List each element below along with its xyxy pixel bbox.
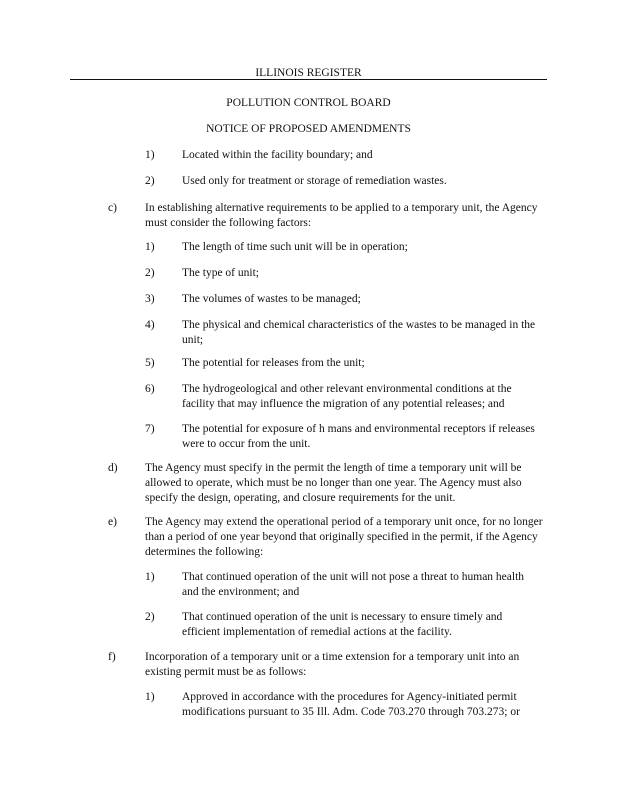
item-e2-text: That continued operation of the unit is necessary to ensure timely and efficient implementation of remedial actions at the facility. <box>182 611 503 638</box>
item-e2-marker: 2) <box>145 611 155 623</box>
item-d-text: The Agency must specify in the permit the length of time a temporary unit will be allowed to operate, which must be no longer than one year. The Agency must also specify the design, operating, and closure requirements for the unit. <box>145 462 522 504</box>
item-b1-marker: 1) <box>145 149 155 161</box>
item-c4-text: The physical and chemical characteristics of the wastes to be managed in the unit; <box>182 319 536 346</box>
item-f-marker: f) <box>108 651 116 663</box>
item-f1-marker: 1) <box>145 691 155 703</box>
item-c-text: In establishing alternative requirements to be applied to a temporary unit, the Agency must consider the following factors: <box>145 202 538 229</box>
register-title: ILLINOIS REGISTER <box>255 67 362 79</box>
item-b2-marker: 2) <box>145 175 155 187</box>
item-d-marker: d) <box>108 462 118 474</box>
item-c2-marker: 2) <box>145 267 155 279</box>
item-c1-marker: 1) <box>145 241 155 253</box>
item-c4-marker: 4) <box>145 319 155 331</box>
item-b1-text: Located within the facility boundary; and <box>182 149 373 161</box>
item-e1-marker: 1) <box>145 571 155 583</box>
item-c5-marker: 5) <box>145 357 155 369</box>
board-title: POLLUTION CONTROL BOARD <box>226 97 391 109</box>
item-c6-text: The hydrogeological and other relevant environmental conditions at the facility that may influence the migration of any potential releases; and <box>182 383 512 410</box>
item-c5-text: The potential for releases from the unit; <box>182 357 365 369</box>
item-b2-text: Used only for treatment or storage of remediation wastes. <box>182 175 447 187</box>
item-e-marker: e) <box>108 516 117 528</box>
item-c1-text: The length of time such unit will be in operation; <box>182 241 408 253</box>
item-e-text: The Agency may extend the operational period of a temporary unit once, for no longer than a period of one year beyond that originally specified in the permit, if the Agency determines the following: <box>145 516 543 558</box>
item-c3-marker: 3) <box>145 293 155 305</box>
item-e1-text: That continued operation of the unit will not pose a threat to human health and the environment; and <box>182 571 525 598</box>
item-c7-marker: 7) <box>145 423 155 435</box>
item-c-marker: c) <box>108 202 117 214</box>
item-c6-marker: 6) <box>145 383 155 395</box>
item-f-text: Incorporation of a temporary unit or a time extension for a temporary unit into an existing permit must be as follows: <box>145 651 520 678</box>
item-c3-text: The volumes of wastes to be managed; <box>182 293 361 305</box>
item-f1-text: Approved in accordance with the procedures for Agency-initiated permit modifications pursuant to 35 Ill. Adm. Code 703.270 through 703.273; or <box>182 691 520 718</box>
notice-title: NOTICE OF PROPOSED AMENDMENTS <box>206 123 411 135</box>
item-c7-text: The potential for exposure of h mans and environmental receptors if releases were to occur from the unit. <box>182 423 535 450</box>
item-c2-text: The type of unit; <box>182 267 259 279</box>
